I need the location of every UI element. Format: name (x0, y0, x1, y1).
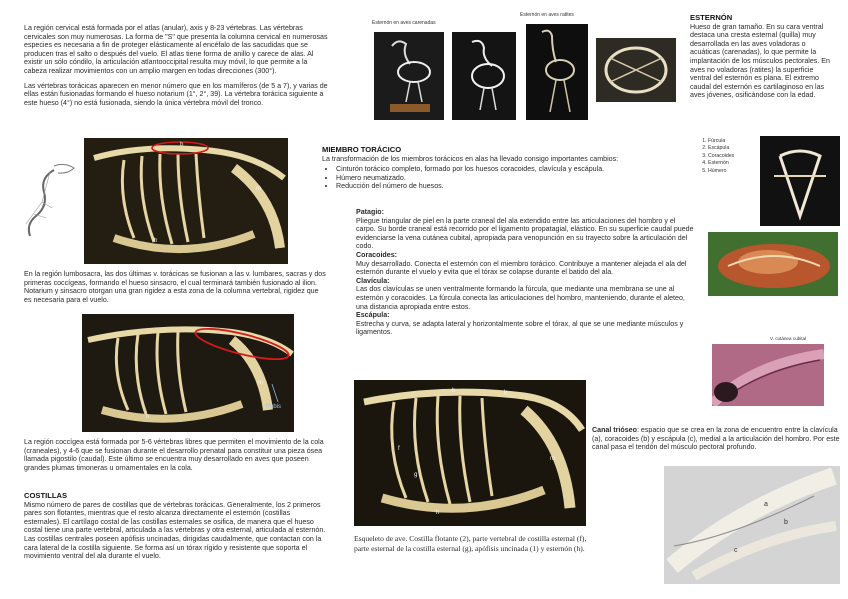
bone-list-item: 4. Esternón (708, 160, 734, 167)
bone-list-item: 1. Fúrcula (708, 138, 734, 145)
canal-text: : espacio que se crea en la zona de encuentro entre la clavícula (a), coracoides (b) y escápula (c), medial a la articulación del hombro. Por este canal pasa el tendón del músculo pectoral profundo. (592, 426, 840, 452)
costillas-title: COSTILLAS (24, 491, 68, 500)
wing-vein-photo (712, 344, 824, 406)
ratites-caption: Esternón en aves ratites (520, 12, 574, 18)
esternon-text: Hueso de gran tamaño. En su cara ventral destaca una cresta esternal (quilla) muy desarrollada en las aves voladoras o acuáticas (carenadas), lo que permite la implantación de los músculos pectorales. En aves no voladoras (ratites) la superficie ventral del esternón es plana. El extremo caudal del esternón es cartilaginoso en las aves jóvenes, osificándose con la edad. (690, 22, 830, 100)
miembro-title: MIEMBRO TORÁCICO (322, 145, 402, 154)
carinate-skeleton-photo-2 (452, 32, 516, 120)
coracoides-text: Muy desarrollado. Conecta el esternón con el miembro torácico. Contribuye a mantener alejada el ala del esternón durante el vuelo y evita que el tórax se colapse durante el batido del ala. (356, 259, 687, 277)
bullet-item: • Reducción del número de huesos. (336, 182, 682, 191)
esternon-section (690, 14, 832, 100)
bullet-item: • Húmero neumatizado. (336, 174, 682, 183)
carinate-skeleton-photo-1 (374, 32, 444, 120)
bone-list-item: 3. Coracoides (708, 153, 734, 160)
miembro-bullet-list (322, 165, 682, 191)
details-section: Patagio: Pliegue triangular de piel en la parte craneal del ala extendido entre las articulaciones del hombro y el carpo. Su borde craneal está recorrido por el ligamento propatagial, elástico. En su superficie caudal puede evidenciarse la vena cutánea cubital, apropiada para venopunción en su trayecto sobre la articulación del codo. Coracoides: Muy desarrollado. Conecta el esternón con el miembro torácico. Contribuye a mantener alejada el ala del esternón durante el vuelo y evita que el tórax se colapse durante el batido del ala. Clavícula: Las dos clavículas se unen ventralmente formando la fúrcula, que mediante una membrana se une al esternón y coracoides. La fúrcula conecta las articulaciones del hombro, manteniendo, durante el aleteo, una distancia apropiada entre estos. Escápula: Estrecha y curva, se adapta lateral y horizontalmente sobre el tórax, al que se une mediante músculos y ligamentos. (356, 208, 696, 337)
escapula-text: Estrecha y curva, se adapta lateral y horizontalmente sobre el tórax, al que se une mediante músculos y ligamentos. (356, 319, 684, 337)
esternon-title: ESTERNÓN (690, 13, 733, 22)
triosseal-canal-photo (664, 466, 840, 584)
svg-text:b: b (784, 519, 788, 526)
pectoral-girdle-photo (760, 136, 840, 226)
neck-sketch-image (12, 156, 80, 242)
bone-list-item: 2. Escápula (708, 145, 734, 152)
skeleton-caption: Esqueleto de ave. Costilla flotante (2), parte vertebral de costilla esternal (f), parte esternal de la costilla esternal (g), apófisis uncinada (1) y esternón (h). (354, 534, 587, 553)
miembro-intro: La transformación de los miembros torácicos en alas ha llevado consigo importantes cambios: (322, 154, 619, 163)
synsacrum-skeleton-photo (82, 314, 294, 432)
svg-text:b: b (504, 390, 508, 396)
canal-section (592, 426, 840, 452)
lumbar-text: En la región lumbosacra, las dos últimas v. torácicas se fusionan a las v. lumbares, sacras y dos primeras coccígeas, formando el hueso sinsacro, el cual terminará también fusionado al ilion. Notarium y sinsacro otorgan una gran rigidez a esta zona de la columna vertebral, rigidez que es necesaria para el vuelo. (24, 270, 326, 304)
carenadas-caption: Esternón en aves carenadas (372, 20, 436, 26)
svg-text:h: h (154, 238, 158, 244)
clavicula-text: Las dos clavículas se unen ventralmente formando la fúrcula, que mediante una membrana se une al esternón y coracoides. La fúrcula conecta las articulaciones del hombro, manteniendo, durante el aleteo, una distancia apropiada entre estos. (356, 285, 685, 311)
ratite-skeleton-photo (526, 24, 588, 120)
svg-text:h: h (436, 510, 440, 516)
cervical-text (24, 24, 328, 107)
bone-list-item: 5. Húmero (708, 168, 734, 175)
miembro-section (322, 146, 682, 191)
svg-text:m: m (258, 380, 263, 386)
cervical-paragraph: La región cervical está formada por el atlas (anular), axis y 8-23 vértebras. Las vértebras cervicales son muy numerosas. La forma de "S" que presenta la columna cervical en numerosas especies es necesaria a fin de proteger elásticamente al encéfalo de las sacudidas que se producen tras el salto o después del vuelo. El atlas tiene forma de anillo y carece de alas. Al existir un sólo cóndilo, la articulación atlantooccipital resulta muy móvil, lo que permite a la cabeza realizar movimientos con un amplio margen en todas direcciones (300°). (24, 24, 328, 75)
bird-skeleton-photo (354, 380, 586, 526)
thoracic-vertebrae-paragraph: Las vértebras torácicas aparecen en menor número que en los mamíferos (de 5 a 7), y varias de ellas están fusionadas formando el hueso notarium (1°, 2°, 39). La vértebra torácica siguiente a este hueso (4°) no está fusionada, siendo la única vértebra móvil del tronco. (24, 81, 328, 107)
costillas-section (24, 492, 328, 561)
clavicula-term: Clavícula (356, 276, 388, 285)
costillas-text: Mismo número de pares de costillas que de vértebras torácicas. Generalmente, los 2 primeros pares son flotantes, mientras que el resto alcanza directamente el esternón (costillas esternales). El cartílago costal de las costillas esternales se osifica, de manera que el hueso costal tiene una parte vertebral, articulada a las vértebras y otra esternal, articulada al esternón. Las costillas centrales poseen apófisis uncinadas, dirigidas caudalmente, que contactan con la cara lateral de la costilla siguiente. Se forma así un tórax rígido y resistente que soporta el movimiento ventral del ala durante el vuelo. (24, 500, 326, 561)
svg-text:g: g (414, 472, 418, 478)
bone-list (696, 138, 734, 175)
svg-text:a: a (764, 501, 768, 508)
svg-text:b: b (180, 142, 184, 148)
patagio-text: Pliegue triangular de piel en la parte craneal del ala extendido entre las articulaciones del hombro y el carpo. Su borde craneal está recorrido por el ligamento propatagial, elástico. En su superficie caudal puede evidenciarse la vena cutánea cubital, apropiada para venopunción en su trayecto sobre la articulación del codo. (356, 216, 694, 251)
svg-text:m: m (256, 186, 261, 192)
dissection-photo (708, 232, 838, 296)
escapula-term: Escápula (356, 311, 388, 320)
coracoides-term: Coracoides (356, 250, 395, 259)
patagio-term: Patagio (356, 208, 382, 216)
coccygeal-text: La región coccígea está formada por 5-6 vértebras libres que permiten el movimiento de la cola (craneales), y 4-6 que se fusionan durante el desarrollo prenatal para constituir una pieza ósea llamada pigostilo (caudal). Este último se encuentra muy desarrollado en aves que poseen grandes plumas timoneras u ornamentales en la cola. (24, 438, 324, 472)
notarium-skeleton-photo (84, 138, 288, 264)
bullet-item: • Cinturón torácico completo, formado por los huesos coracoides, clavícula y escápula. (336, 165, 682, 174)
cutanea-caption: V. cutánea cubital (770, 336, 807, 341)
svg-text:m: m (550, 456, 555, 462)
canal-term: Canal trióseo (592, 426, 637, 434)
svg-text:c: c (734, 547, 738, 554)
svg-text:b: b (452, 388, 456, 394)
svg-text:f: f (398, 446, 400, 452)
pubis-label: Pubis (266, 404, 282, 410)
svg-text:h: h (146, 414, 150, 420)
sternum-closeup-photo (596, 38, 676, 102)
